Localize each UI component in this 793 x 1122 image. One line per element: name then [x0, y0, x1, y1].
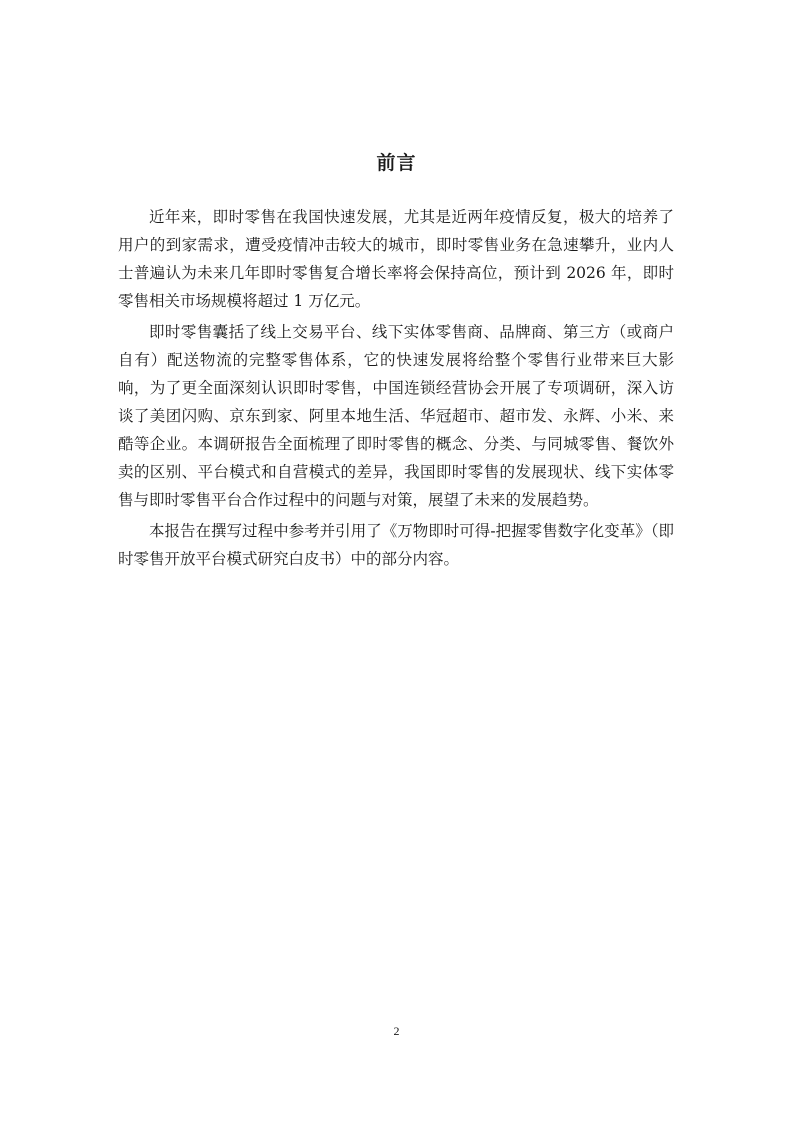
page-number: 2 — [393, 1024, 400, 1038]
paragraph-1: 近年来，即时零售在我国快速发展，尤其是近两年疫情反复，极大的培养了用户的到家需求，遭受疫情冲击较大的城市，即时零售业务在急速攀升，业内人士普遍认为未来几年即时零售复合增长率将会保持高位，预计到 2026 年，即时零售相关市场规模将超过 1 万亿元。 — [118, 208, 674, 310]
body-text — [118, 203, 674, 576]
page-title: 前言 — [376, 152, 417, 174]
paragraph-3: 本报告在撰写过程中参考并引用了《万物即时可得-把握零售数字化变革》（即时零售开放平台模式研究白皮书）中的部分内容。 — [118, 522, 674, 568]
paragraph-2: 即时零售囊括了线上交易平台、线下实体零售商、品牌商、第三方（或商户自有）配送物流的完整零售体系，它的快速发展将给整个零售行业带来巨大影响，为了更全面深刻认识即时零售，中国连锁经营协会开展了专项调研，深入访谈了美团闪购、京东到家、阿里本地生活、华冠超市、超市发、永辉、小米、来酷等企业。本调研报告全面梳理了即时零售的概念、分类、与同城零售、餐饮外卖的区别、平台模式和自营模式的差异，我国即时零售的发展现状、线下实体零售与即时零售平台合作过程中的问题与对策，展望了未来的发展趋势。 — [118, 323, 674, 509]
